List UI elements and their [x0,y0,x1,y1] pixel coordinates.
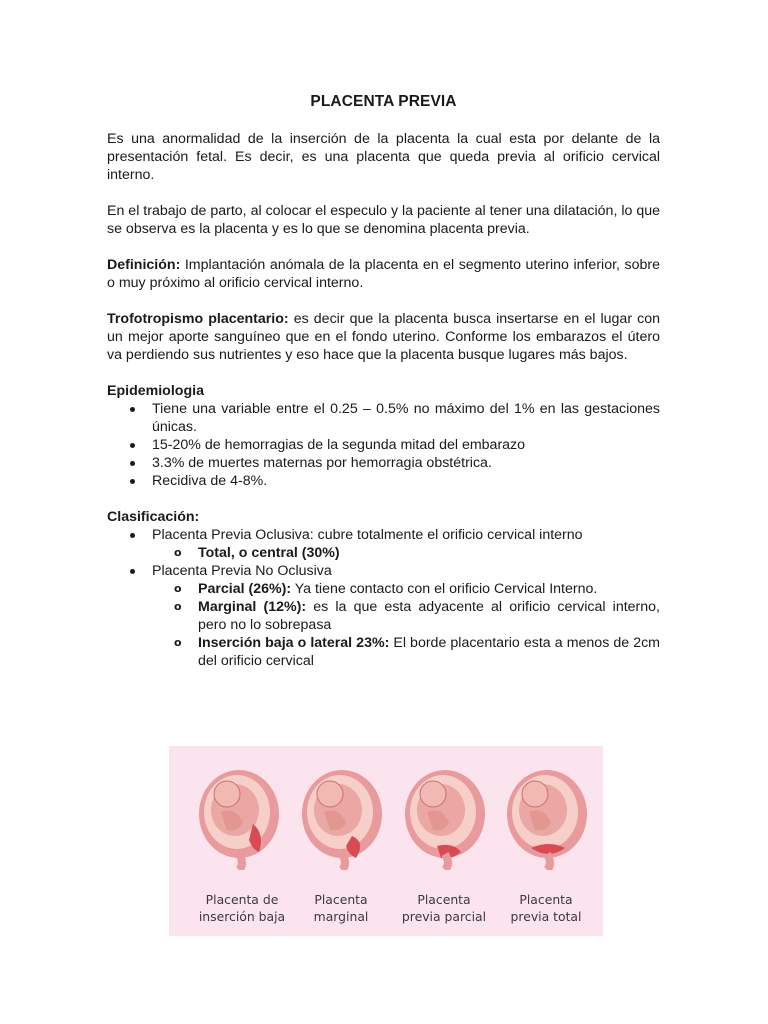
page-title: PLACENTA PREVIA [310,93,457,110]
uterus-illustration-total [499,764,595,870]
definition-paragraph [107,256,660,292]
classification-heading [107,508,660,526]
uterus-illustration-low-insertion [191,764,287,870]
list-item: Tiene una variable entre el 0.25 – 0.5% no máximo del 1% en las gestaciones únicas. [107,400,660,436]
caption-line: Placenta [314,892,368,907]
epidemiology-heading [107,382,660,400]
caption-line: previa parcial [401,909,487,924]
document-page [107,92,660,670]
oclusiva-label: Placenta Previa Oclusiva: cubre totalmente el orificio cervical interno [152,527,583,543]
trophotropism-paragraph [107,310,660,364]
classification-heading-text: Clasificación: [107,509,200,525]
figure-caption-marginal [286,891,396,925]
definition-text: Implantación anómala de la placenta en el segmento uterino inferior, sobre o muy próximo al orificio cervical interno. [107,257,660,291]
caption-line: Placenta [417,892,471,907]
caption-line: Placenta de [205,892,279,907]
definition-label: Definición: [107,257,181,273]
sub-item-text: El borde placentario esta a menos de 2cm del orificio cervical [198,635,660,669]
figure-caption-partial [389,891,499,925]
sub-item-bold: Total, o central (30%) [198,545,340,561]
caption-line: marginal [313,909,369,924]
caption-line: Placenta [519,892,573,907]
figure-caption-low-insertion [187,891,297,925]
intro-paragraph: Es una anormalidad de la inserción de la placenta la cual esta por delante de la presentación fetal. Es decir, es una placenta que queda previa al orificio cervical interno. [107,131,660,183]
labor-paragraph: En el trabajo de parto, al colocar el especulo y la paciente al tener una dilatación, lo que se observa es la placenta y es lo que se denomina placenta previa. [107,203,660,237]
sub-list-item [152,580,660,598]
uterus-illustration-marginal [294,764,390,870]
figure-caption-total [491,891,601,925]
uterus-illustration-partial [397,764,493,870]
sub-item-text: Ya tiene contacto con el orificio Cervical Interno. [291,581,598,597]
placenta-types-figure [169,746,603,936]
no-oclusiva-sublist [107,580,660,670]
list-item-oclusiva [107,526,660,544]
epidemiology-heading-text: Epidemiologia [107,383,204,399]
classification-list [107,526,660,544]
list-item-no-oclusiva [107,562,660,580]
classification-list-2 [107,562,660,580]
epidemiology-list [107,400,660,490]
sub-item-bold: Marginal (12%): [198,599,307,615]
trophotropism-label: Trofotropismo placentario: [107,311,289,327]
sub-item-bold: Parcial (26%): [198,581,292,597]
sub-list-item [152,598,660,634]
sub-list-item [152,544,660,562]
sub-item-bold: Inserción baja o lateral 23%: [198,635,390,651]
sub-item-text: es la que esta adyacente al orificio cervical interno, pero no lo sobrepasa [198,599,660,633]
sub-list-item [152,634,660,670]
no-oclusiva-label: Placenta Previa No Oclusiva [152,563,332,579]
list-item: Recidiva de 4-8%. [107,472,660,490]
list-item: 15-20% de hemorragias de la segunda mitad del embarazo [107,436,660,454]
trophotropism-text: es decir que la placenta busca insertarse en el lugar con un mejor aporte sanguíneo que en el fondo uterino. Conforme los embarazos el útero va perdiendo sus nutrientes y eso hace que la placenta busque lugares más bajos. [107,311,660,363]
caption-line: inserción baja [198,909,286,924]
list-item: 3.3% de muertes maternas por hemorragia obstétrica. [107,454,660,472]
oclusiva-sublist [107,544,660,562]
caption-line: previa total [510,909,582,924]
